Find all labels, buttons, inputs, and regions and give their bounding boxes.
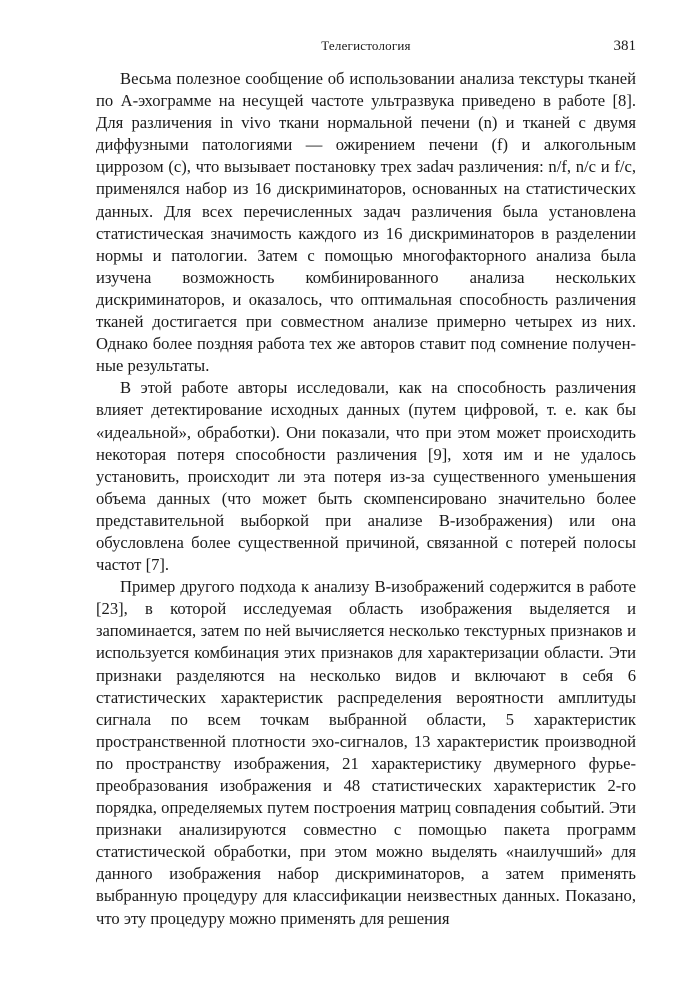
paragraph-detection-effect: В этой работе авторы исследовали, как на способность различения влияет детектирование исходных данных (путем цифровой, т. е. как бы «идеальной», обработки). Они показали, что при этом может происходить некоторая потеря способности различения [9], хотя им и не удалось установить, происходит ли эта потеря из-за существенного уменьшения объема данных (что может быть скомпенсировано значительно более представительной выборкой при анализе В-изображения) или она обусловлена более существенной причиной, связанной с потерей полосы частот [7].: [96, 378, 636, 575]
page-number: 381: [613, 38, 636, 54]
running-head: [96, 38, 636, 58]
paragraph-b-image-approach: Пример другого подхода к анализу В-изображений содержится в работе [23], в которой исследуемая область изображения выделяется и запоминается, затем по ней вычисляется несколько текстурных признаков и используется комбинация этих признаков для характеризации области. Эти признаки разделяются на несколько видов и включают в себя 6 статистических характеристик распределения вероятности амплитуды сигнала по всем точкам выбранной области, 5 характеристик пространственной плотности эхо-сигналов, 13 характеристик производной по пространству изображения, 21 характеристику двумерного фурье-преобразования изображения и 48 статистических характеристик 2-го порядка, определяемых путем построения матриц совпадения событий. Эти признаки анализируются совместно с помощью пакета программ статистической обработки, при этом можно выделять «наилучший» для данного изображения набор дискриминаторов, а затем применять выбранную процедуру для классификации неизвестных данных. Показано, что эту процедуру можно применять для решения: [96, 577, 636, 928]
paragraph-texture-analysis-a-scan: Весьма полезное сообщение об использовании анализа текстуры тканей по А-эхограмме на несущей частоте ультразвука приведено в работе [8]. Для различения in vivo ткани нормальной печени (n) и тканей с двумя диффузными патологиями — ожирением печени (f) и алкогольным циррозом (c), что вызывает постановку трех заdач различения: n/f, n/c и f/c, применялся набор из 16 дискриминаторов, основанных на статистических данных. Для всех перечисленных задач различения была установлена статистическая значимость каждого из 16 дискриминаторов в разделении нормы и патологии. Затем с помощью многофакторного анализа была изучена возможность комбинированного анализа нескольких дискриминаторов, и оказалось, что оптимальная способность различения тканей достигается при совместном анализе примерно четырех из них. Однако более поздняя работа тех же авторов ставит под сомнение полученные результаты.: [96, 69, 636, 376]
running-head-title: Телегистология: [321, 38, 411, 53]
body-text: [96, 68, 636, 930]
